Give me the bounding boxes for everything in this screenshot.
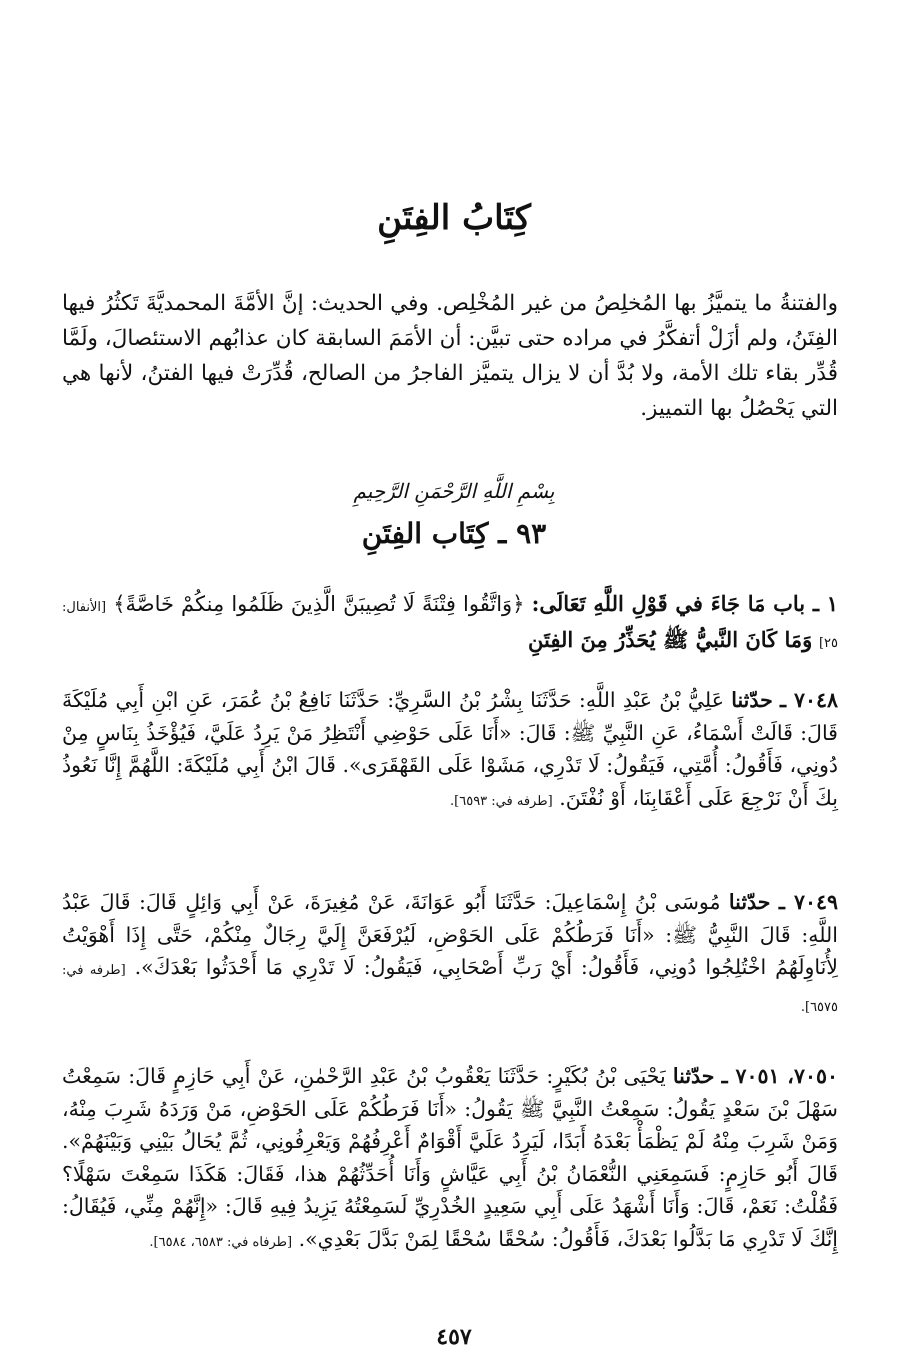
- hadith-opening: حدّثنا: [728, 890, 771, 914]
- hadith-number: ٧٠٥٠، ٧٠٥١ ـ: [721, 1064, 838, 1088]
- intro-paragraph: والفتنةُ ما يتميَّزُ بها المُخلِصُ من غير المُخْلِص. وفي الحديث: إنَّ الأمَّةَ المحمديَّةَ تَكثُرُ فيها الفِتَنُ، ولم أزَلْ أتفكَّرُ في مراده حتى تبيَّن: أن الأمَمَ السابقة كان عذابُهم الاستئصالَ، ولَمَّا قُدِّر بقاء تلك الأمة، ولا بُدَّ أن لا يزال يتميَّز الفاجرُ من الصالح، قُدِّرَتْ فيها الفتنُ، لأنها هي التي يَحْصُلُ بها التمييز.: [62, 291, 838, 421]
- hadith-7048: [62, 684, 838, 818]
- basmala: بِسْمِ اللَّهِ الرَّحْمَنِ الرَّحِيمِ: [353, 479, 555, 503]
- hadith-cross-reference: [طرفه في: ٦٥٩٣].: [450, 793, 553, 809]
- hadith-number: ٧٠٤٩ ـ: [778, 890, 838, 914]
- hadith-7049: [62, 886, 838, 1024]
- hadith-opening: حدّثنا: [731, 688, 773, 712]
- kitab-heading: ٩٣ ـ كِتَاب الفِتَنِ: [361, 517, 547, 550]
- hadith-text: يَحْيَى بْنُ بُكَيْرٍ: حَدَّثَنَا يَعْقُوبُ بْنُ عَبْدِ الرَّحْمٰنِ، عَنْ أَبِي حَازِمٍ قَالَ: سَمِعْتُ سَهْلَ بْنَ سَعْدٍ يَقُولُ: سَمِعْتُ النَّبِيَّ ﷺ يَقُولُ: «أَنَا فَرَطُكُمْ عَلَى الحَوْضِ، مَنْ وَرَدَهُ شَرِبَ مِنْهُ، وَمَنْ شَرِبَ مِنْهُ لَمْ يَظْمَأْ بَعْدَهُ أَبَدًا، لَيَرِدُ عَلَيَّ أَقْوَامٌ أَعْرِفُهُمْ وَيَعْرِفُونِي، ثُمَّ يُحَالُ بَيْنِي وَبَيْنَهُمْ». قَالَ أَبُو حَازِمٍ: فَسَمِعَنِي النُّعْمَانُ بْنُ أَبِي عَيَّاشٍ وَأَنَا أُحَدِّثُهُمْ هذا، فَقَالَ: هَكَذَا سَمِعْتَ سَهْلًا؟ فَقُلْتُ: نَعَمْ، قَالَ: وَأَنَا أَشْهَدُ عَلَى أَبِي سَعِيدٍ الخُدْرِيِّ لَسَمِعْتُهُ يَزِيدُ فِيهِ قَالَ: «إِنَّهُمْ مِنِّي، فَيُقَالُ: إِنَّكَ لَا تَدْرِي مَا بَدَّلُوا بَعْدَكَ، فَأَقُولُ: سُحْقًا سُحْقًا لِمَنْ بَدَّلَ بَعْدِي».: [62, 1064, 838, 1251]
- verse-reference: [الأنفال: ٢٥]: [62, 600, 838, 651]
- hadith-cross-reference: [طرفه في: ٦٥٧٥].: [62, 963, 838, 1015]
- hadith-opening: حدّثنا: [672, 1064, 715, 1088]
- bab-title: ١ ـ باب مَا جَاءَ في قَوْلِ اللَّهِ تَعَالَى:: [531, 591, 838, 616]
- hadith-number: ٧٠٤٨ ـ: [780, 688, 838, 712]
- hadith-7050-7051: [62, 1060, 838, 1259]
- hadith-text: عَلِيُّ بْنُ عَبْدِ اللَّهِ: حَدَّثَنَا بِشْرُ بْنُ السَّرِيِّ: حَدَّثَنَا نَافِعُ بْنُ عُمَرَ، عَنِ ابْنِ أَبِي مُلَيْكَةَ قَالَ: قَالَتْ أَسْمَاءُ، عَنِ النَّبِيِّ ﷺ: قَالَ: «أَنَا عَلَى حَوْضِي أَنْتَظِرُ مَنْ يَرِدُ عَلَيَّ، فَيُؤْخَذُ بِنَاسٍ مِنْ دُونِي، فَأَقُولُ: أُمَّتِي، فَيَقُولُ: لَا تَدْرِي، مَشَوْا عَلَى القَهْقَرَى». قَالَ ابْنُ أَبِي مُلَيْكَةَ: اللَّهُمَّ إِنَّا نَعُوذُ بِكَ أَنْ نَرْجِعَ عَلَى أَعْقَابِنَا، أَوْ نُفْتَنَ.: [62, 688, 838, 810]
- bab-heading: [62, 588, 838, 660]
- hadith-cross-reference: [طرفاه في: ٦٥٨٣، ٦٥٨٤].: [149, 1234, 293, 1250]
- page-number: ٤٥٧: [436, 1324, 472, 1350]
- hadith-text: مُوسَى بْنُ إِسْمَاعِيلَ: حَدَّثَنَا أَبُو عَوَانَةَ، عَنْ مُغِيرَةَ، عَنْ أَبِي وَائِلٍ قَالَ: قَالَ عَبْدُ اللَّهِ: قَالَ النَّبِيُّ ﷺ: «أَنَا فَرَطُكُمْ عَلَى الحَوْضِ، لَيُرْفَعَنَّ إِلَيَّ رِجَالٌ مِنْكُمْ، حَتَّى إِذَا أَهْوَيْتُ لِأُنَاوِلَهُمُ اخْتُلِجُوا دُونِي، فَأَقُولُ: أَيْ رَبِّ أَصْحَابِي، فَيَقُولُ: لَا تَدْرِي مَا أَحْدَثُوا بَعْدَكَ».: [62, 890, 838, 979]
- bab-title-tail: وَمَا كَانَ النَّبيُّ ﷺ يُحَذِّرُ مِنَ الفِتَنِ: [528, 627, 813, 652]
- book-title: كِتَابُ الفِتَنِ: [377, 198, 531, 238]
- quran-verse: ﴿وَاتَّقُوا فِتْنَةً لَا تُصِيبَنَّ الَّذِينَ ظَلَمُوا مِنكُمْ خَاصَّةً﴾: [113, 592, 525, 616]
